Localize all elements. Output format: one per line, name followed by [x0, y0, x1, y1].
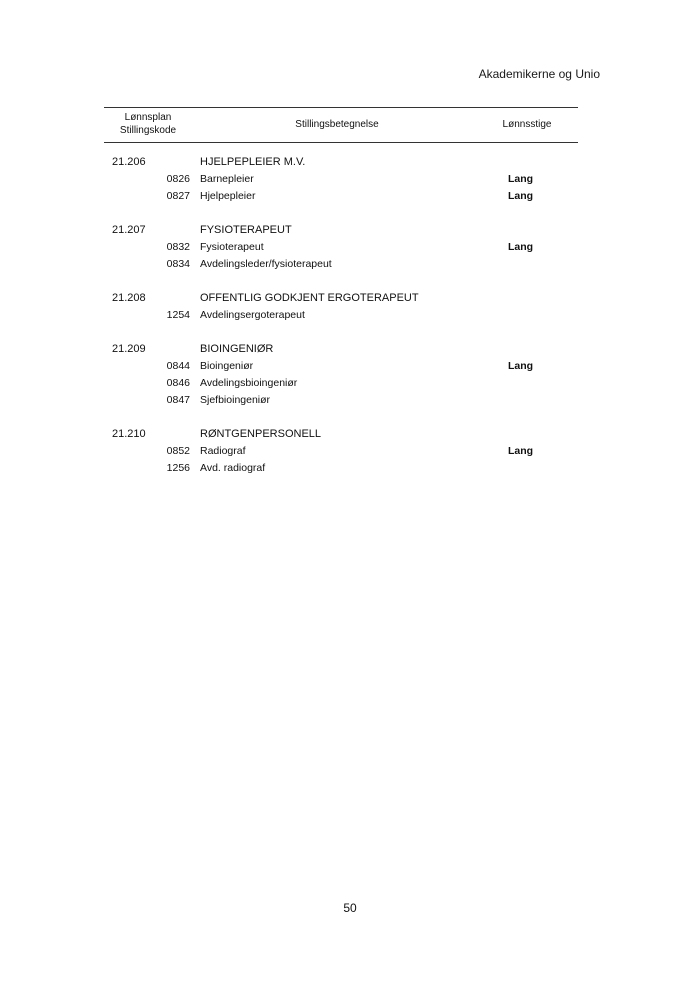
- table-body: [104, 154, 578, 494]
- plan-group-header: [104, 341, 578, 358]
- plan-group: [104, 290, 578, 324]
- plan-group: [104, 222, 578, 273]
- salary-scale: Lang: [508, 241, 534, 253]
- position-name: Hjelpepleier: [200, 190, 256, 202]
- plan-group-title: HJELPEPLEIER M.V.: [200, 156, 306, 168]
- salary-scale: Lang: [508, 190, 534, 202]
- table-row: [104, 307, 578, 324]
- plan-group-title: FYSIOTERAPEUT: [200, 224, 292, 236]
- plan-group-header: [104, 222, 578, 239]
- table-row: [104, 392, 578, 409]
- position-code: 1256: [166, 462, 190, 474]
- position-code: 1254: [166, 309, 190, 321]
- position-code: 0847: [166, 394, 190, 406]
- position-name: Avd. radiograf: [200, 462, 266, 474]
- table-row: [104, 460, 578, 477]
- column-header-plan-line2: Stillingskode: [119, 125, 177, 136]
- page-number: 50: [343, 901, 357, 915]
- plan-group-title: RØNTGENPERSONELL: [200, 428, 322, 440]
- position-name: Barnepleier: [200, 173, 254, 185]
- table-row: [104, 443, 578, 460]
- salary-scale: Lang: [508, 445, 534, 457]
- table-row: [104, 375, 578, 392]
- position-code: 0826: [166, 173, 190, 185]
- table-header: [104, 107, 578, 143]
- position-code: 0844: [166, 360, 190, 372]
- plan-group: [104, 341, 578, 409]
- plan-code: 21.207: [112, 224, 146, 236]
- table-row: [104, 256, 578, 273]
- organization-header: Akademikerne og Unio: [478, 67, 600, 81]
- position-name: Avdelingsergoterapeut: [200, 309, 305, 321]
- position-code: 0832: [166, 241, 190, 253]
- table-row: [104, 358, 578, 375]
- position-name: Radiograf: [200, 445, 246, 457]
- column-header-plan: [106, 111, 190, 137]
- position-name: Avdelingsleder/fysioterapeut: [200, 258, 332, 270]
- plan-group-header: [104, 154, 578, 171]
- position-code: 0846: [166, 377, 190, 389]
- table-row: [104, 171, 578, 188]
- position-code: 0834: [166, 258, 190, 270]
- plan-group-header: [104, 426, 578, 443]
- plan-group: [104, 154, 578, 205]
- position-name: Bioingeniør: [200, 360, 254, 372]
- plan-group-title: BIOINGENIØR: [200, 343, 274, 355]
- salary-scale: Lang: [508, 360, 534, 372]
- position-name: Avdelingsbioingeniør: [200, 377, 298, 389]
- table-row: [104, 239, 578, 256]
- plan-group-header: [104, 290, 578, 307]
- position-code: 0852: [166, 445, 190, 457]
- plan-code: 21.209: [112, 343, 146, 355]
- position-name: Fysioterapeut: [200, 241, 264, 253]
- plan-code: 21.210: [112, 428, 146, 440]
- column-header-plan-line1: Lønnsplan: [124, 112, 172, 123]
- salary-scale: Lang: [508, 173, 534, 185]
- position-name: Sjefbioingeniør: [200, 394, 271, 406]
- plan-group: [104, 426, 578, 477]
- plan-code: 21.206: [112, 156, 146, 168]
- column-header-title: Stillingsbetegnelse: [295, 119, 379, 130]
- position-code: 0827: [166, 190, 190, 202]
- plan-code: 21.208: [112, 292, 146, 304]
- column-header-stige: Lønnsstige: [502, 119, 552, 130]
- table-row: [104, 188, 578, 205]
- plan-group-title: OFFENTLIG GODKJENT ERGOTERAPEUT: [200, 292, 419, 304]
